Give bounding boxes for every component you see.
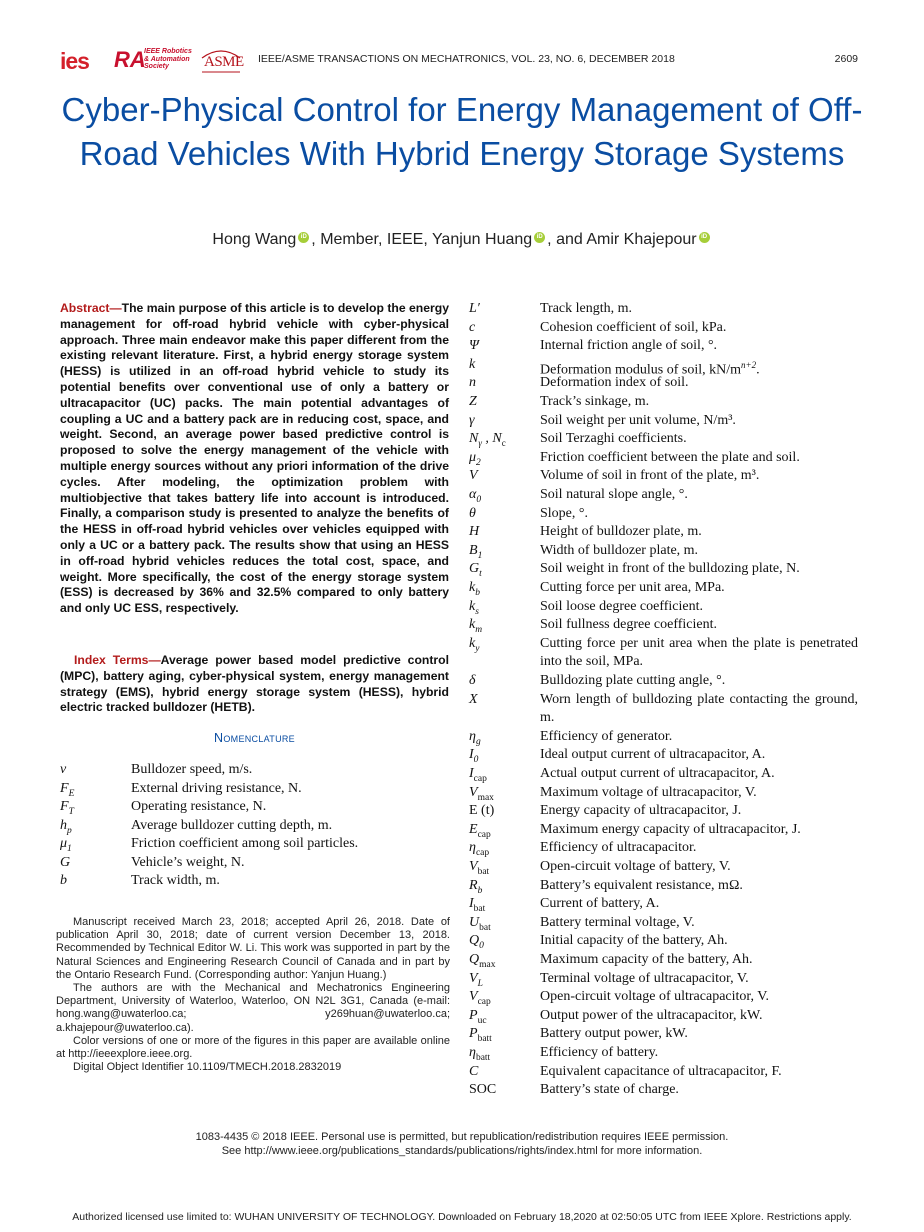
- nomenclature-symbol: v: [60, 762, 67, 777]
- nomenclature-entry: [469, 598, 859, 616]
- nomenclature-definition: Track length, m.: [540, 301, 633, 316]
- nomenclature-entry: [60, 798, 360, 816]
- nomenclature-entry: [469, 932, 859, 950]
- ies-logo: ies: [60, 48, 89, 74]
- nomenclature-definition: Soil weight per unit volume, N/m³.: [540, 412, 736, 428]
- nomenclature-symbol: $\eta_g$: [469, 728, 481, 747]
- index-terms: [60, 653, 449, 716]
- nomenclature-symbol: L′: [469, 301, 480, 316]
- nomenclature-definition: Current of battery, A.: [540, 896, 660, 912]
- nomenclature-definition: Track’s sinkage, m.: [540, 394, 650, 409]
- ras-logo-mark: RA: [114, 47, 146, 72]
- nomenclature-definition: Volume of soil in front of the plate, m³.: [540, 468, 760, 484]
- ras-logo-text: IEEE Robotics & Automation Society: [144, 48, 192, 70]
- nomenclature-entry: [469, 877, 859, 895]
- nomenclature-definition: Cutting force per unit area, MPa.: [540, 580, 725, 595]
- footnote-paragraph: Manuscript received March 23, 2018; accepted April 26, 2018. Date of publication April 30, 2018; date of current version December 13, 2018. Recommended by Technical Editor W. Li. This work was supported in part by the Natural Sciences and Engineering Research Council of Canada and in part by the Ontario Research Fund. (Corresponding author: Yanjun Huang.): [56, 916, 450, 981]
- paper-title: Cyber-Physical Control for Energy Management of Off-Road Vehicles With Hybrid Energy Storage Systems: [61, 91, 863, 172]
- nomenclature-symbol: $\mu_2$: [469, 449, 481, 468]
- copyright-line: 1083-4435 © 2018 IEEE. Personal use is permitted, but republication/redistribution requires IEEE permission.: [195, 1131, 729, 1143]
- nomenclature-entry: [469, 839, 859, 857]
- orcid-icon[interactable]: iD: [298, 232, 309, 243]
- nomenclature-entry: [469, 449, 859, 467]
- nomenclature-symbol: $h_p$: [60, 817, 72, 836]
- nomenclature-definition: Slope, °.: [540, 505, 588, 521]
- nomenclature-definition: Soil loose degree coefficient.: [540, 598, 704, 614]
- nomenclature-entry: [469, 430, 859, 448]
- nomenclature-entry: [60, 817, 360, 835]
- nomenclature-entry: [469, 765, 859, 783]
- nomenclature-entry: [469, 616, 859, 634]
- nomenclature-entry: [469, 542, 859, 560]
- copyright-line: See http://www.ieee.org/publications_standards/publications/rights/index.html for more information.: [221, 1145, 703, 1157]
- nomenclature-entry: [469, 486, 859, 504]
- nomenclature-symbol: $F_T$: [60, 799, 74, 817]
- nomenclature-symbol: $V_{bat}$: [469, 859, 490, 877]
- nomenclature-definition: Worn length of bulldozing plate contacting the ground, m.: [540, 691, 858, 725]
- nomenclature-entry: [469, 802, 859, 820]
- nomenclature-definition: Operating resistance, N.: [131, 799, 267, 814]
- nomenclature-definition: Height of bulldozer plate, m.: [540, 524, 702, 540]
- nomenclature-symbol: $k_y$: [469, 635, 480, 654]
- nomenclature-entry: [469, 374, 859, 392]
- nomenclature-definition: Output power of the ultracapacitor, kW.: [540, 1007, 763, 1023]
- nomenclature-definition: Average bulldozer cutting depth, m.: [131, 817, 333, 833]
- nomenclature-symbol: Z: [469, 394, 477, 409]
- nomenclature-entry: [469, 728, 859, 746]
- nomenclature-definition: Efficiency of ultracapacitor.: [540, 840, 697, 856]
- nomenclature-definition: Soil Terzaghi coefficients.: [540, 431, 687, 447]
- nomenclature-entry: [469, 895, 859, 913]
- nomenclature-definition: Soil natural slope angle, °.: [540, 487, 688, 502]
- nomenclature-definition: Cutting force per unit area when the plate is penetrated into the soil, MPa.: [540, 635, 858, 669]
- abstract-label: Abstract—: [60, 301, 122, 315]
- nomenclature-entry: [469, 1081, 859, 1099]
- nomenclature-definition: Efficiency of generator.: [540, 728, 673, 744]
- nomenclature-definition: Soil weight in front of the bulldozing plate, N.: [540, 561, 800, 577]
- page-number: 2609: [834, 53, 858, 65]
- nomenclature-entry: [469, 505, 859, 523]
- nomenclature-symbol: $G_t$: [469, 561, 482, 580]
- nomenclature-definition: Battery’s equivalent resistance, mΩ.: [540, 877, 743, 893]
- nomenclature-entry: [469, 691, 859, 728]
- nomenclature-symbol: $\eta_{cap}$: [469, 840, 490, 859]
- nomenclature-symbol: $R_b$: [469, 877, 483, 896]
- author-name: Hong Wang: [212, 231, 297, 248]
- nomenclature-symbol: $Q_{max}$: [469, 952, 496, 970]
- nomenclature-definition: Deformation index of soil.: [540, 375, 689, 391]
- nomenclature-symbol: $B_1$: [469, 542, 483, 561]
- nomenclature-definition: Initial capacity of the battery, Ah.: [540, 933, 728, 949]
- asme-logo-text: ASME: [204, 54, 244, 70]
- footnote-paragraph: Color versions of one or more of the figures in this paper are available online at http://ieeexplore.ieee.org.: [56, 1034, 450, 1061]
- nomenclature-entry: [469, 337, 859, 355]
- nomenclature-symbol: θ: [469, 505, 476, 521]
- nomenclature-entry: [469, 523, 859, 541]
- nomenclature-symbol: $Q_0$: [469, 933, 484, 952]
- nomenclature-symbol: b: [60, 873, 67, 888]
- index-terms-text: Average power based model predictive control (MPC), battery aging, cyber-physical system, energy management strategy (EMS), hybrid energy storage system (HESS), hybrid electric tracked bulldozer (HETB).: [60, 653, 449, 715]
- nomenclature-entry: [469, 1044, 859, 1062]
- nomenclature-entry: [469, 970, 859, 988]
- nomenclature-entry: [469, 300, 859, 318]
- nomenclature-symbol: Ψ: [469, 338, 479, 354]
- nomenclature-entry: [469, 319, 859, 337]
- nomenclature-entry: [469, 1025, 859, 1043]
- nomenclature-symbol: $V_{cap}$: [469, 989, 491, 1007]
- nomenclature-entry: [469, 951, 859, 969]
- nomenclature-entry: [469, 412, 859, 430]
- nomenclature-definition: Maximum capacity of the battery, Ah.: [540, 952, 753, 967]
- nomenclature-entry: [469, 858, 859, 876]
- journal-header: IEEE/ASME TRANSACTIONS ON MECHATRONICS, VOL. 23, NO. 6, DECEMBER 2018: [258, 53, 675, 65]
- orcid-icon[interactable]: iD: [534, 232, 545, 243]
- nomenclature-entry: [469, 821, 859, 839]
- nomenclature-entry: [60, 780, 360, 798]
- nomenclature-symbol: $P_{batt}$: [469, 1026, 492, 1045]
- nomenclature-definition: Vehicle’s weight, N.: [131, 854, 245, 870]
- nomenclature-symbol: $V_L$: [469, 970, 483, 989]
- nomenclature-definition: Equivalent capacitance of ultracapacitor, F.: [540, 1063, 782, 1079]
- nomenclature-entry: [60, 761, 360, 779]
- nomenclature-symbol: γ: [469, 412, 475, 428]
- nomenclature-definition: Efficiency of battery.: [540, 1045, 659, 1060]
- footnote-paragraph: Digital Object Identifier 10.1109/TMECH.2018.2832019: [73, 1061, 342, 1074]
- nomenclature-symbol: k: [469, 356, 476, 372]
- nomenclature-definition: Soil fullness degree coefficient.: [540, 617, 718, 633]
- nomenclature-symbol: $E_{cap}$: [469, 821, 491, 840]
- nomenclature-definition: Bulldozer speed, m/s.: [131, 762, 253, 777]
- nomenclature-symbol: $U_{bat}$: [469, 914, 491, 933]
- nomenclature-symbol: X: [469, 691, 478, 707]
- nomenclature-entry: [469, 467, 859, 485]
- abstract: [60, 301, 449, 617]
- nomenclature-definition: Cohesion coefficient of soil, kPa.: [540, 319, 727, 335]
- nomenclature-definition: Actual output current of ultracapacitor, A.: [540, 766, 775, 781]
- nomenclature-entry: [60, 835, 360, 853]
- nomenclature-symbol: $k_m$: [469, 617, 483, 635]
- nomenclature-symbol: V: [469, 468, 478, 484]
- nomenclature-symbol: $F_E$: [60, 780, 75, 799]
- nomenclature-entry: [469, 746, 859, 764]
- nomenclature-definition: Maximum energy capacity of ultracapacitor, J.: [540, 821, 801, 837]
- nomenclature-definition: Internal friction angle of soil, °.: [540, 338, 718, 354]
- nomenclature-definition: Ideal output current of ultracapacitor, A.: [540, 747, 766, 763]
- nomenclature-symbol: C: [469, 1063, 479, 1079]
- nomenclature-definition: Open-circuit voltage of battery, V.: [540, 859, 731, 874]
- publisher-logos: [60, 44, 245, 76]
- nomenclature-symbol: $k_b$: [469, 580, 480, 598]
- nomenclature-symbol: $\eta_{batt}$: [469, 1045, 491, 1063]
- nomenclature-symbol: H: [469, 524, 480, 540]
- author-line: [0, 231, 924, 249]
- nomenclature-symbol: $N_\gamma$ , $N_c$: [469, 431, 506, 448]
- copyright-notice: [0, 1130, 924, 1158]
- nomenclature-symbol: $I_{bat}$: [469, 896, 486, 914]
- index-terms-label: Index Terms—: [74, 653, 161, 667]
- nomenclature-entry: [469, 560, 859, 578]
- nomenclature-definition: Terminal voltage of ultracapacitor, V.: [540, 970, 749, 986]
- nomenclature-entry: [469, 988, 859, 1006]
- nomenclature-symbol: $V_{max}$: [469, 784, 494, 803]
- nomenclature-definition: Deformation modulus of soil, $kN/m^{n+2}$.: [540, 359, 760, 378]
- nomenclature-heading: Nomenclature: [214, 731, 295, 745]
- nomenclature-definition: Maximum voltage of ultracapacitor, V.: [540, 784, 757, 800]
- nomenclature-entry: [469, 356, 859, 378]
- nomenclature-symbol: δ: [469, 673, 476, 688]
- nomenclature-symbol: SOC: [469, 1082, 497, 1098]
- footnote-paragraph: The authors are with the Mechanical and Mechatronics Engineering Department, University of Waterloo, Waterloo, ON N2L 3G1, Canada (e-mail: hong.wang@uwaterloo.ca; y269huan@uwaterloo.ca; a.khajepour@uwaterloo.ca).: [56, 982, 450, 1034]
- nomenclature-symbol: $I_{cap}$: [469, 766, 487, 784]
- nomenclature-symbol: $\mu_1$: [60, 836, 72, 854]
- nomenclature-definition: Battery terminal voltage, V.: [540, 914, 695, 930]
- nomenclature-definition: Battery’s state of charge.: [540, 1082, 679, 1098]
- nomenclature-symbol: $k_s$: [469, 598, 479, 617]
- license-notice: Authorized licensed use limited to: WUHAN UNIVERSITY OF TECHNOLOGY. Downloaded on February 18,2020 at 02:50:05 UTC from IEEE Xplore. Restrictions apply.: [72, 1211, 852, 1223]
- asme-logo: [198, 46, 244, 74]
- nomenclature-entry: [469, 1007, 859, 1025]
- nomenclature-symbol: G: [60, 854, 71, 870]
- abstract-text: The main purpose of this article is to develop the energy management for off-road hybrid vehicle with cyber-physical approach. Three main endeavor make this paper different from the existing relevant literature. First, a hybrid energy storage system (HESS) is utilized in an off-road hybrid vehicle to study its potential benefits over conventional use of only a battery or ultracapacitor (UC) packs. The main potential advantages of coupling a UC and a battery pack are in reducing cost, space, and weight. Second, an average power based predictive control is proposed to solve the energy management of the vehicle with multiple energy sources without any priori information of the drive cycles. After modeling, the optimization problem with multiobjective that takes battery life into account is introduced. Finally, a comparison study is presented to analyze the benefits of the HESS in off-road hybrid vehicles over vehicles equipped with only a UC or a battery pack. The results show that using an HESS in off-road hybrid vehicles reduces the total cost, space, and weight. More specifically, the cost of the energy storage system (ESS) is decreased by 36% and 32.5% compared to only battery and only UC ESS, respectively.: [60, 301, 449, 616]
- nomenclature-entry: [469, 672, 859, 690]
- author-name: , Member, IEEE, Yanjun Huang: [311, 231, 533, 248]
- nomenclature-definition: Open-circuit voltage of ultracapacitor, V.: [540, 989, 770, 1005]
- ras-logo: [114, 44, 194, 74]
- author-name: , and Amir Khajepour: [547, 231, 697, 248]
- footnote: [56, 916, 450, 1074]
- nomenclature-entry: [469, 393, 859, 411]
- nomenclature-symbol: $I_0$: [469, 747, 479, 766]
- nomenclature-definition: External driving resistance, N.: [131, 780, 302, 796]
- nomenclature-symbol: $\alpha_0$: [469, 487, 482, 505]
- nomenclature-definition: Energy capacity of ultracapacitor, J.: [540, 803, 742, 819]
- nomenclature-symbol: $P_{uc}$: [469, 1007, 487, 1026]
- nomenclature-entry: [469, 1063, 859, 1081]
- nomenclature-entry: [60, 872, 360, 890]
- nomenclature-symbol: n: [469, 375, 476, 391]
- orcid-icon[interactable]: iD: [699, 232, 710, 243]
- nomenclature-definition: Bulldozing plate cutting angle, °.: [540, 673, 726, 688]
- nomenclature-entry: [60, 854, 360, 872]
- nomenclature-entry: [469, 635, 859, 672]
- nomenclature-symbol: E (t): [469, 803, 495, 819]
- nomenclature-definition: Width of bulldozer plate, m.: [540, 542, 699, 558]
- nomenclature-entry: [469, 579, 859, 597]
- nomenclature-definition: Friction coefficient between the plate and soil.: [540, 449, 800, 465]
- nomenclature-definition: Battery output power, kW.: [540, 1026, 688, 1042]
- nomenclature-definition: Friction coefficient among soil particles.: [131, 836, 359, 851]
- nomenclature-entry: [469, 914, 859, 932]
- nomenclature-symbol: c: [469, 319, 476, 335]
- nomenclature-entry: [469, 784, 859, 802]
- nomenclature-definition: Track width, m.: [131, 873, 220, 888]
